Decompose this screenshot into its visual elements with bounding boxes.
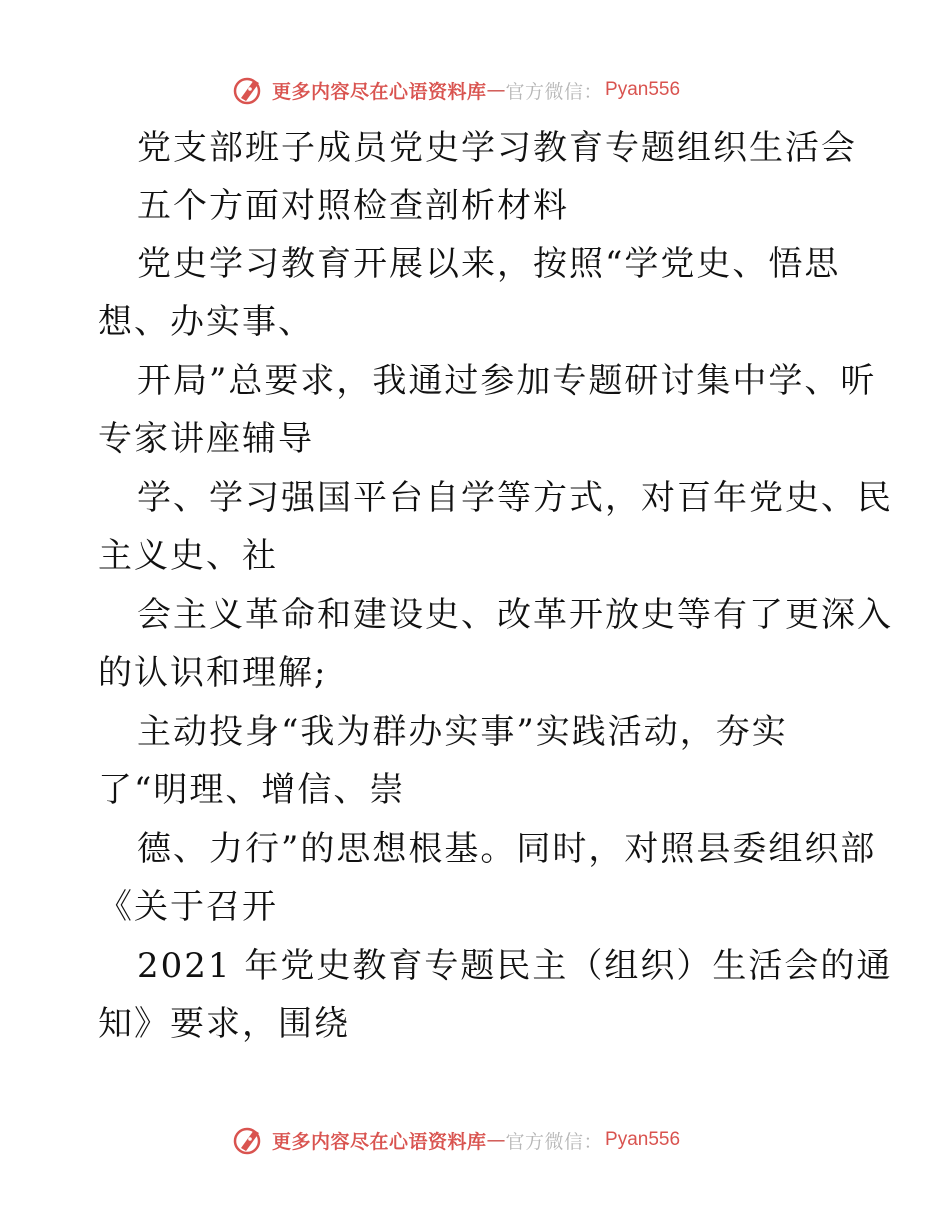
doc-text-line: 主义史、社 (98, 536, 278, 576)
banner-brand-text: 更多内容尽在心语资料库 (272, 80, 487, 103)
doc-title-line-2: 五个方面对照检查剖析材料 (137, 186, 569, 226)
doc-text-line: 开局”总要求，我通过参加专题研讨集中学、听 (137, 361, 877, 401)
pen-nib-logo-icon (232, 74, 266, 106)
banner-separator: — (486, 79, 506, 101)
doc-text-line: 了“明理、增信、崇 (98, 770, 406, 810)
doc-text-line: 的认识和理解; (98, 653, 328, 693)
doc-text-line: 学、学习强国平台自学等方式，对百年党史、民 (137, 478, 893, 518)
doc-text-line: 专家讲座辅导 (98, 419, 314, 459)
doc-text-line: 《关于召开 (98, 887, 278, 927)
doc-text-line: 党史学习教育开展以来，按照“学党史、悟思 (137, 244, 841, 284)
pen-nib-logo-icon (232, 1124, 266, 1156)
doc-text-line: 会主义革命和建设史、改革开放史等有了更深入 (137, 595, 893, 635)
doc-text-line: 德、力行”的思想根基。同时，对照县委组织部 (137, 829, 877, 869)
doc-text-line: 2021 年党史教育专题民主（组织）生活会的通 (137, 946, 893, 986)
doc-title-line-1: 党支部班子成员党史学习教育专题组织生活会 (137, 128, 857, 168)
doc-text-line: 主动投身“我为群办实事”实践活动，夯实 (137, 712, 788, 752)
doc-text-line: 想、办实事、 (98, 302, 314, 342)
banner-wechat-label: 官方微信： (505, 80, 604, 103)
banner-wechat-id: Pyan556 (605, 79, 681, 100)
header-banner (232, 74, 712, 106)
banner-wechat-id: Pyan556 (605, 1129, 681, 1150)
footer-banner (232, 1124, 712, 1156)
banner-wechat-label: 官方微信： (505, 1130, 604, 1153)
banner-separator: — (486, 1129, 506, 1151)
doc-text-line: 知》要求，围绕 (98, 1004, 350, 1044)
banner-brand-text: 更多内容尽在心语资料库 (272, 1130, 487, 1153)
